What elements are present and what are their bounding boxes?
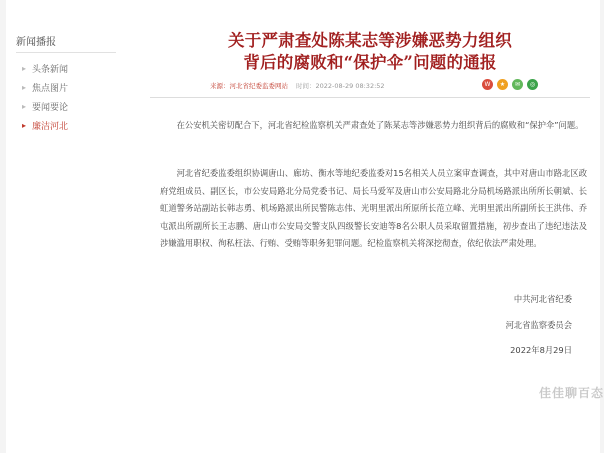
article-source[interactable]: 来源：河北省纪委监委网站 — [210, 81, 288, 90]
qzone-icon[interactable]: ★ — [497, 79, 508, 90]
sidebar-item-headlines[interactable] — [16, 59, 116, 78]
sidebar-item-label: 头条新闻 — [32, 65, 69, 75]
moments-icon[interactable]: ◎ — [527, 79, 538, 90]
signature-org-1: 中共河北省纪委 — [513, 294, 572, 304]
sidebar-title: 新闻播报 — [16, 34, 116, 53]
sidebar-item-clean-hebei[interactable] — [16, 116, 116, 135]
share-bar — [482, 79, 538, 90]
sidebar-item-focus-images[interactable] — [16, 78, 116, 97]
chevron-right-icon: ▸ — [22, 64, 27, 73]
title-line-1: 关于严肃查处陈某志等涉嫌恶势力组织 — [228, 31, 512, 50]
sidebar-list — [16, 59, 116, 135]
paragraph-text: 河北省纪委监委组织协调唐山、廊坊、衡水等地纪委监委对15名相关人员立案审查调查，其中对唐山市路北区政府党组成员、副区长，市公安局路北分局党委书记、局长马爱军及唐山市公安局路北分局机场路派出所所长朝斌、长虹道警务站副站长韩志勇、机场路派出所民警陈志伟、光明里派出所原所长范立峰、光明里派出所副所长王洪伟、乔屯派出所副所长王志鹏、唐山市公安局交警支队四级警长安迪等8名公职人员采取留置措施，初步查出了违纪违法及涉嫌滥用职权、徇私枉法、行贿、受贿等职务犯罪问题。纪检监察机关将深挖彻查，依纪依法严肃处理。 — [160, 168, 587, 249]
article-paragraph-1 — [160, 117, 587, 135]
signature-date: 2022年8月29日 — [510, 345, 572, 355]
sidebar — [16, 34, 116, 135]
article-meta — [210, 79, 385, 91]
sidebar-item-label: 廉洁河北 — [32, 122, 69, 132]
chevron-right-icon: ▸ — [22, 121, 27, 130]
weibo-icon[interactable]: W — [482, 79, 493, 90]
sidebar-item-label: 焦点图片 — [32, 84, 69, 94]
wechat-icon[interactable]: ✉ — [512, 79, 523, 90]
title-line-2: 背后的腐败和“保护伞”问题的通报 — [243, 53, 497, 72]
article-title — [150, 30, 590, 74]
article-time: 时间：2022-08-29 08:32:52 — [296, 81, 385, 90]
sidebar-item-label: 要闻要论 — [32, 103, 69, 113]
sidebar-item-major-news[interactable] — [16, 97, 116, 116]
watermark: 佳佳聊百态 — [538, 386, 604, 400]
chevron-right-icon: ▸ — [22, 83, 27, 92]
header-divider — [150, 97, 590, 98]
article-paragraph-2 — [160, 165, 587, 253]
signature-org-2: 河北省监察委员会 — [505, 320, 572, 330]
paragraph-text: 在公安机关密切配合下，河北省纪检监察机关严肃查处了陈某志等涉嫌恶势力组织背后的腐败和“保护伞”问题。 — [176, 120, 584, 130]
chevron-right-icon: ▸ — [22, 102, 27, 111]
